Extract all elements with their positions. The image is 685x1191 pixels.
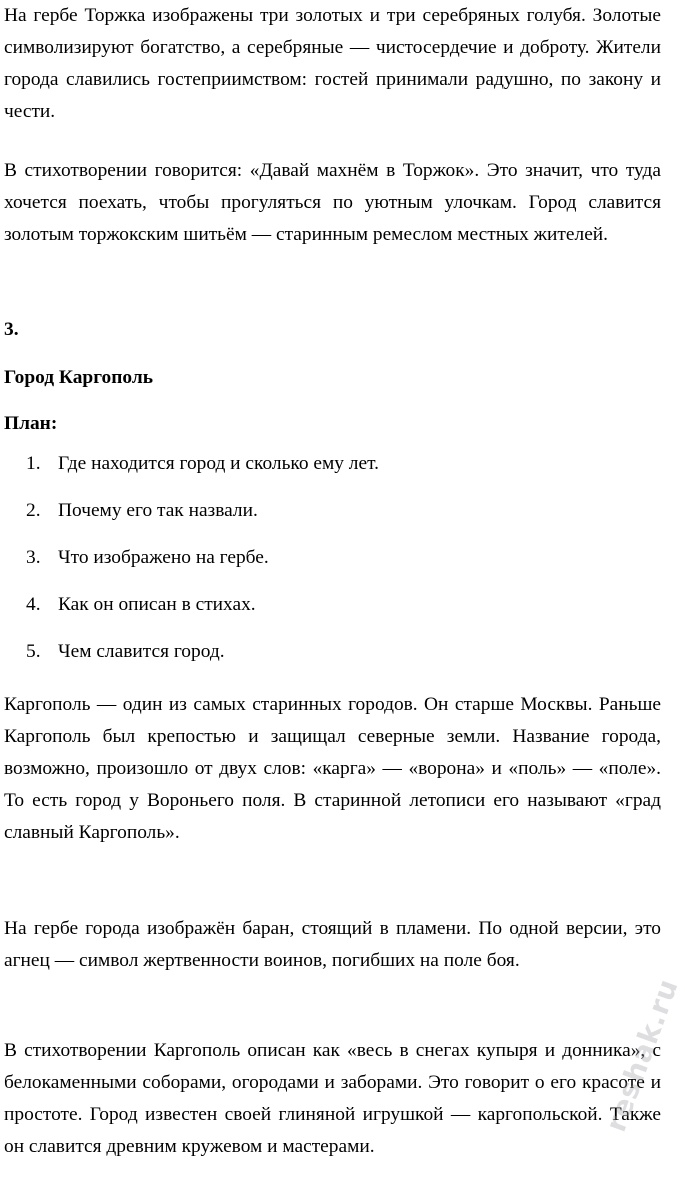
plan-item: [26, 581, 379, 628]
plan-label: План:: [4, 413, 58, 434]
plan-item-number: 5.: [26, 641, 41, 662]
paragraph-kargopol-coat-of-arms: На гербе города изображён баран, стоящий в пламени. По одной версии, это агнец — символ жертвенности воинов, погибших на поле боя.: [4, 918, 661, 971]
plan-item-text: Где находится город и сколько ему лет.: [58, 453, 379, 474]
paragraph-torzhok-poem: В стихотворении говорится: «Давай махнём в Торжок». Это значит, что туда хочется поехать, чтобы прогуляться по уютным улочкам. Город славится золотым торжокским шитьём — старинным ремеслом местных жителей.: [4, 160, 661, 245]
plan-item-text: Почему его так назвали.: [58, 500, 258, 521]
paragraph-torzhok-coat-of-arms: На гербе Торжка изображены три золотых и три серебряных голубя. Золотые символизируют богатство, а серебряные — чистосердечие и доброту. Жители города славились гостеприимством: гостей принимали радушно, по закону и чести.: [4, 5, 661, 122]
plan-item-text: Чем славится город.: [58, 641, 225, 662]
section-title: Город Каргополь: [4, 367, 153, 388]
plan-item: [26, 534, 379, 581]
plan-item-number: 4.: [26, 594, 41, 615]
plan-item-number: 3.: [26, 547, 41, 568]
plan-item-text: Что изображено на гербе.: [58, 547, 269, 568]
plan-item: [26, 628, 379, 675]
plan-list: [26, 440, 379, 675]
plan-item-text: Как он описан в стихах.: [58, 594, 256, 615]
paragraph-kargopol-poem: В стихотворении Каргополь описан как «весь в снегах купыря и донника», с белокаменными соборами, огородами и заборами. Это говорит о его красоте и простоте. Город известен своей глиняной игрушкой — каргопольской. Также он славится древним кружевом и мастерами.: [4, 1040, 661, 1157]
plan-item: [26, 487, 379, 534]
plan-item-number: 1.: [26, 453, 41, 474]
section-number: 3.: [4, 319, 19, 340]
plan-item-number: 2.: [26, 500, 41, 521]
plan-item: [26, 440, 379, 487]
watermark-logo: reshak.ru: [599, 974, 685, 1136]
paragraph-kargopol-history: Каргополь — один из самых старинных городов. Он старше Москвы. Раньше Каргополь был крепостью и защищал северные земли. Название города, возможно, произошло от двух слов: «карга» — «ворона» и «поль» — «поле». То есть город у Вороньего поля. В старинной летописи его называют «град славный Каргополь».: [4, 694, 661, 843]
